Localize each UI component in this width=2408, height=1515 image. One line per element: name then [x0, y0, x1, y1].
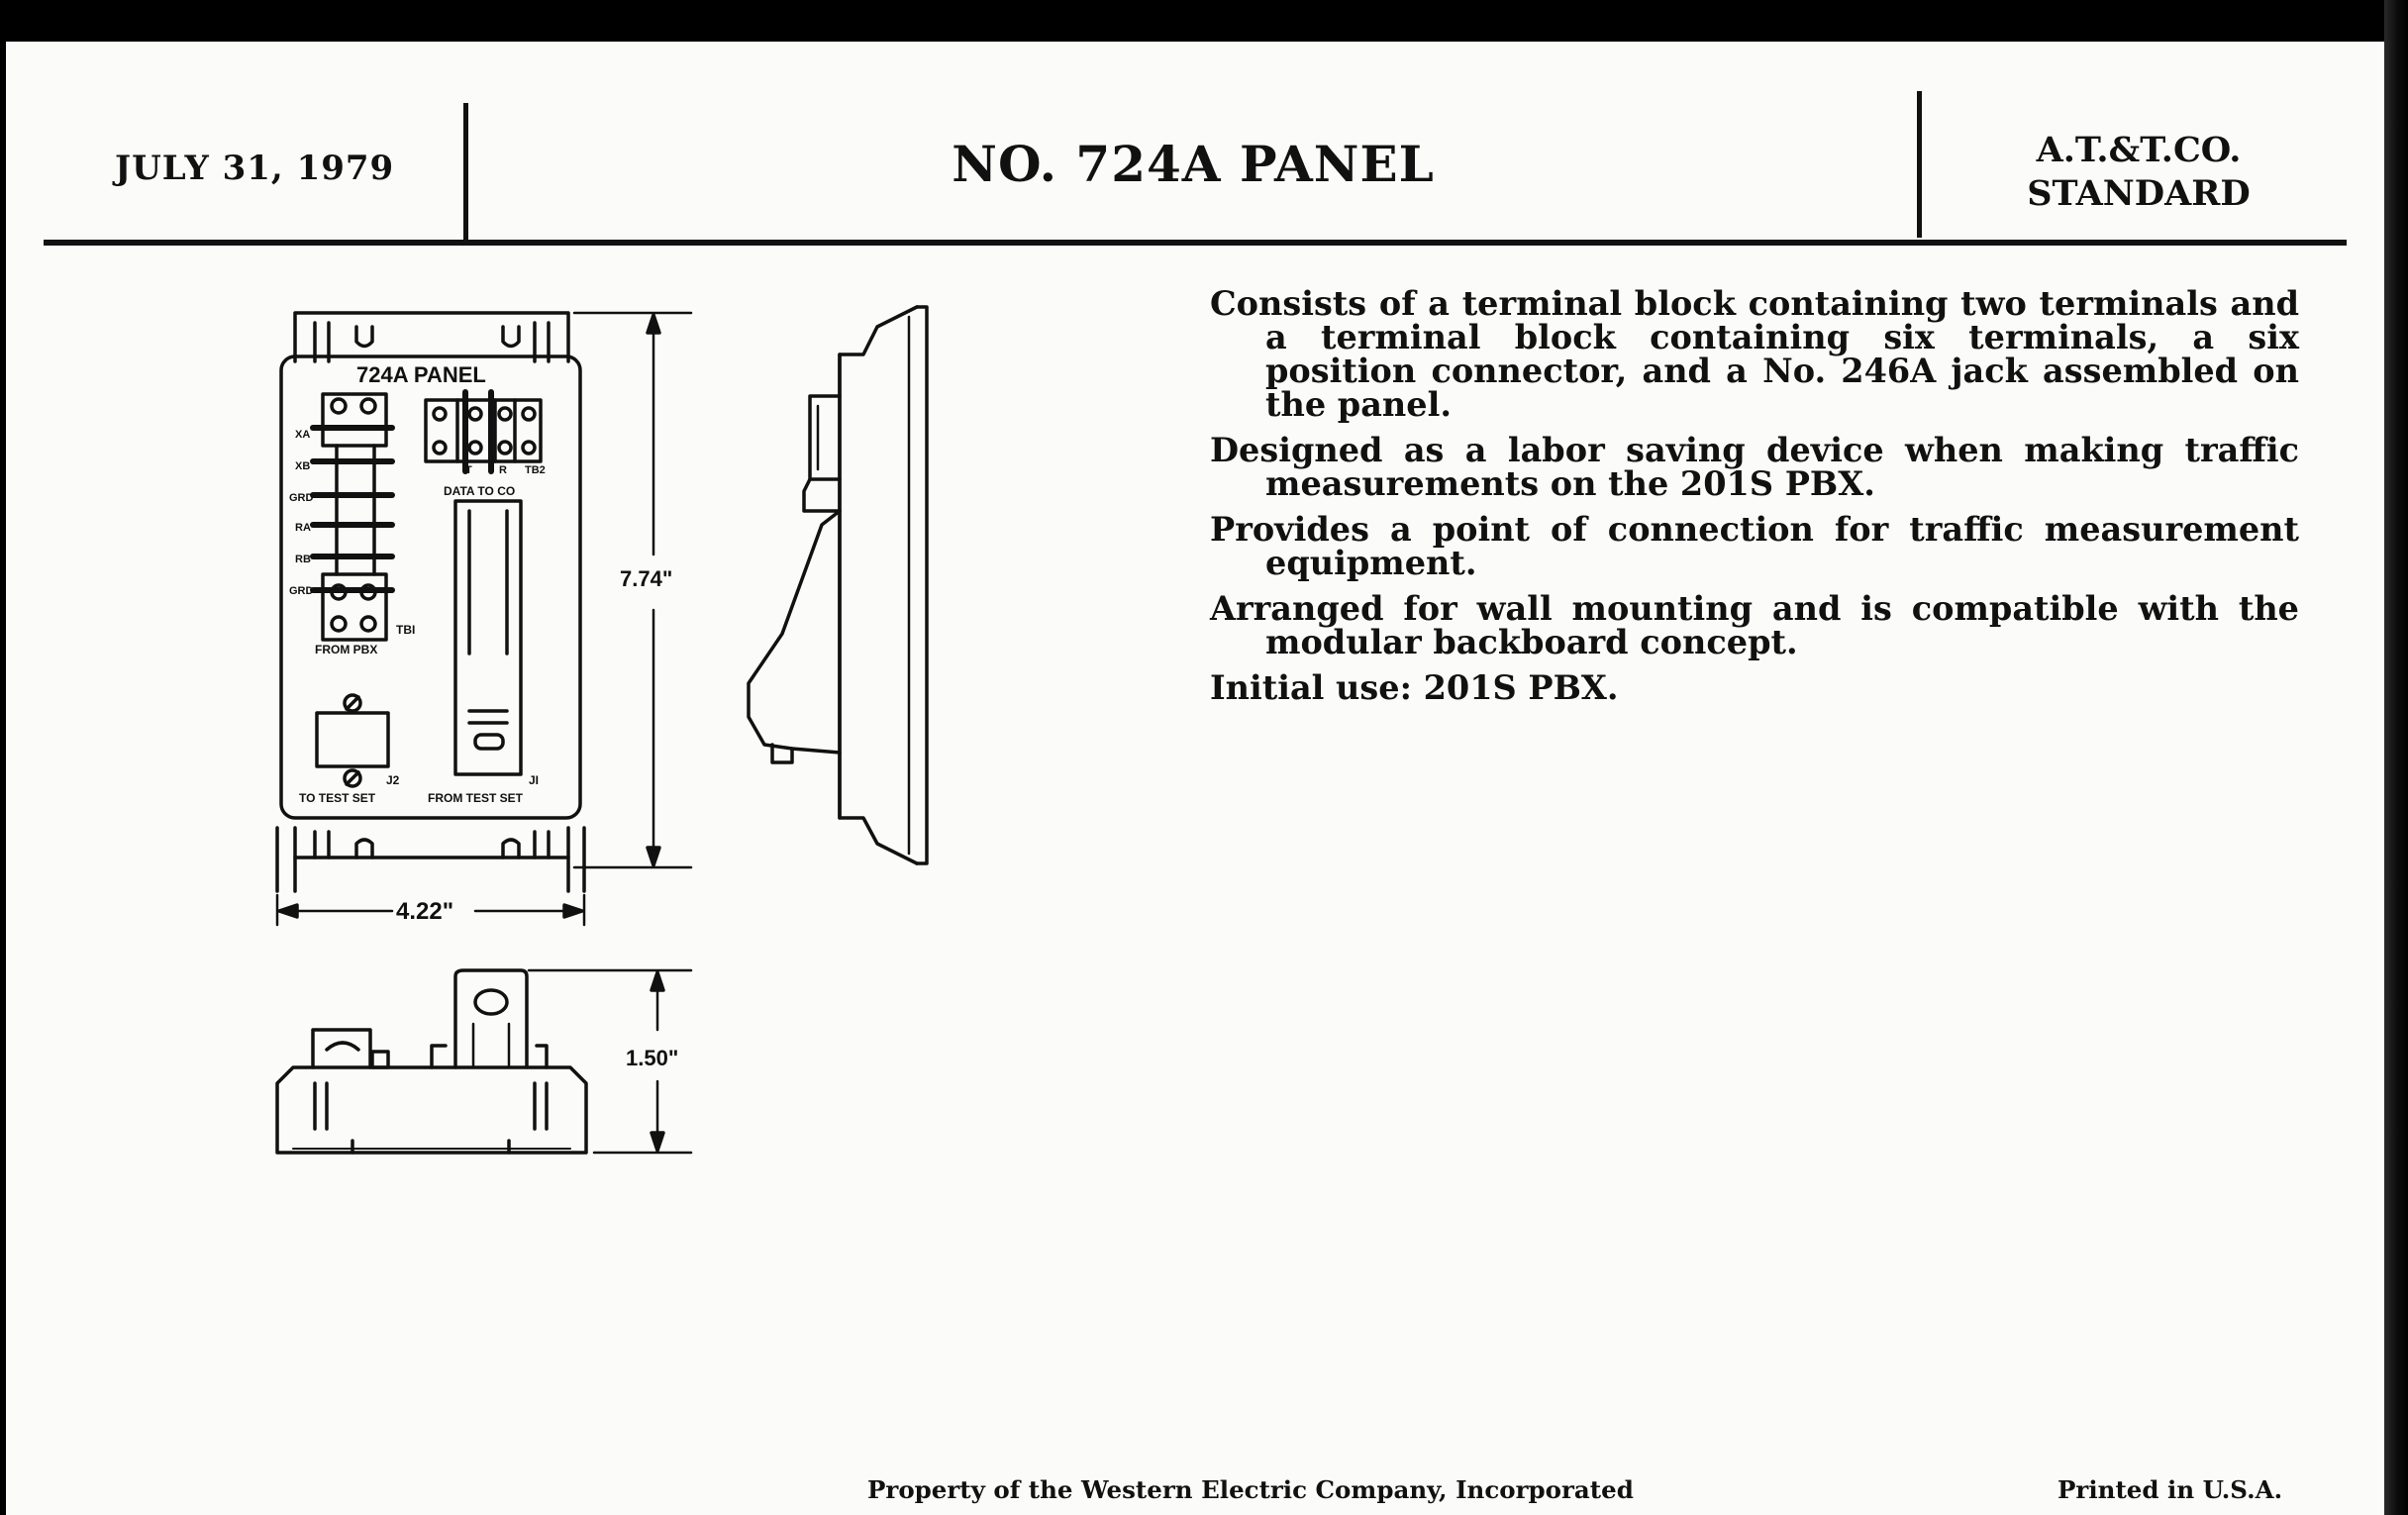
description-paragraph: Initial use: 201S PBX.	[1210, 668, 1619, 707]
side-view-drawing	[749, 307, 927, 863]
j2-caption: TO TEST SET	[299, 791, 376, 805]
description-paragraph: Arranged for wall mounting and is compatible with the modular backboard concept.	[1210, 589, 2299, 661]
tb1-terminal-label: XB	[295, 460, 311, 472]
tb1-terminal-label: RB	[295, 554, 311, 565]
tb2-terminal-label: R	[499, 464, 507, 476]
tb1-label: TBI	[396, 623, 416, 637]
tb1-terminal-label: XA	[295, 429, 311, 441]
bottom-view-drawing	[277, 970, 586, 1153]
tb2-caption: DATA TO CO	[444, 484, 516, 498]
footer-property: Property of the Western Electric Company, Incorporated	[867, 1475, 1634, 1504]
panel-label: 724A PANEL	[356, 362, 486, 387]
page-title: NO. 724A PANEL	[952, 135, 1435, 193]
tb1-terminal-label: GRD	[289, 585, 314, 597]
j2-label: J2	[386, 773, 400, 787]
tb2-terminal-label: T	[465, 464, 472, 476]
tb1-caption: FROM PBX	[315, 643, 378, 656]
description-paragraph: Consists of a terminal block containing two terminals and a terminal block containing six terminals, a six position connector, and a No. 246A jack assembled on the panel.	[1210, 284, 2299, 424]
description-paragraph: Designed as a labor saving device when making traffic measurements on the 201S PBX.	[1210, 431, 2299, 503]
tb1-terminal-label: RA	[295, 522, 311, 534]
tb2-label: TB2	[525, 464, 546, 476]
j1-caption: FROM TEST SET	[428, 791, 523, 805]
footer-printed: Printed in U.S.A.	[2057, 1475, 2283, 1504]
depth-dimension-label: 1.50"	[626, 1046, 679, 1070]
height-dimension-label: 7.74"	[620, 566, 673, 591]
org-line-1: A.T.&T.CO.	[2036, 130, 2242, 170]
tb1-terminal-label: GRD	[289, 492, 314, 504]
j1-label: JI	[529, 773, 540, 787]
description-paragraph: Provides a point of connection for traffic measurement equipment.	[1210, 510, 2299, 582]
header-date: JULY 31, 1979	[115, 149, 395, 188]
org-line-2: STANDARD	[2027, 173, 2251, 214]
width-dimension-label: 4.22"	[396, 898, 454, 925]
